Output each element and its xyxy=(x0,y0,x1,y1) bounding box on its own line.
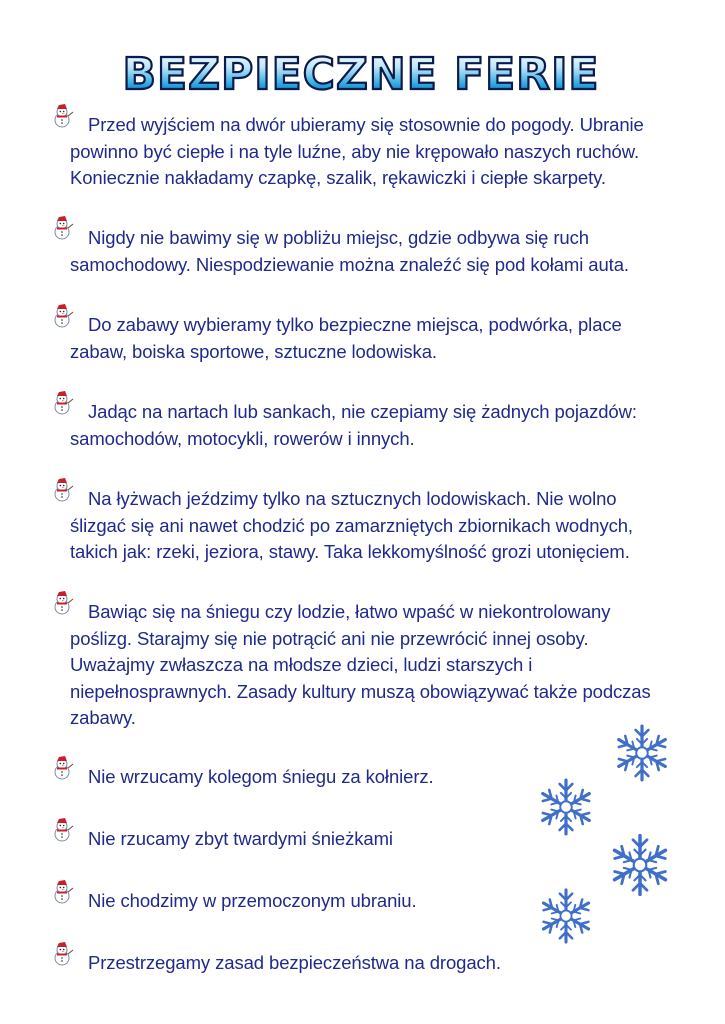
list-item-text: Nie wrzucamy kolegom śniegu za kołnierz. xyxy=(88,766,434,787)
page-title xyxy=(122,42,600,102)
page-title-text: BEZPIECZNE FERIE xyxy=(122,49,600,100)
snowflake-icon xyxy=(533,775,599,839)
list-item-text: Nie rzucamy zbyt twardymi śnieżkami xyxy=(88,828,393,849)
list-item xyxy=(70,399,670,452)
list-item-text: Przestrzegamy zasad bezpieczeństwa na drogach. xyxy=(88,952,501,973)
page-title-art xyxy=(122,42,600,102)
snowflake-icon xyxy=(535,885,597,947)
list-item-text: Nigdy nie bawimy się w pobliżu miejsc, gdzie odbywa się ruch samochodowy. Niespodziewanie można znaleźć się pod kołami auta. xyxy=(70,227,629,275)
list-item xyxy=(70,888,520,915)
list-item-text: Do zabawy wybieramy tylko bezpieczne miejsca, podwórka, place zabaw, boiska sportowe, sztuczne lodowiska. xyxy=(70,314,622,362)
snowflake-icon xyxy=(605,825,675,905)
list-item-text: Nie chodzimy w przemoczonym ubraniu. xyxy=(88,890,417,911)
list-item xyxy=(70,950,590,977)
list-item xyxy=(70,112,670,192)
list-item xyxy=(70,486,670,566)
list-item-text: Przed wyjściem na dwór ubieramy się stosownie do pogody. Ubranie powinno być ciepłe i na tyle luźne, aby nie krępowało naszych ruchów. Koniecznie nakładamy czapkę, szalik, rękawiczki i ciepłe skarpety. xyxy=(70,114,644,188)
list-item-text: Bawiąc się na śniegu czy lodzie, łatwo wpaść w niekontrolowany poślizg. Starajmy się nie potrącić ani nie przewrócić innej osoby. Uważajmy zwłaszcza na młodsze dzieci, ludzi starszych i niepełnosprawnych. Zasady kultury muszą obowiązywać także podczas zabawy. xyxy=(70,601,651,728)
list-item xyxy=(70,764,520,791)
list-item xyxy=(70,312,670,365)
list-item-text: Na łyżwach jeździmy tylko na sztucznych lodowiskach. Nie wolno ślizgać się ani nawet chodzić po zamarzniętych zbiornikach wodnych, takich jak: rzeki, jeziora, stawy. Taka lekkomyślność grozi utonięciem. xyxy=(70,488,633,562)
list-item xyxy=(70,599,670,732)
snowflake-icon xyxy=(610,718,674,788)
list-item-text: Jadąc na nartach lub sankach, nie czepiamy się żadnych pojazdów: samochodów, motocykli, rowerów i innych. xyxy=(70,401,637,449)
list-item xyxy=(70,225,670,278)
list-item xyxy=(70,826,520,853)
